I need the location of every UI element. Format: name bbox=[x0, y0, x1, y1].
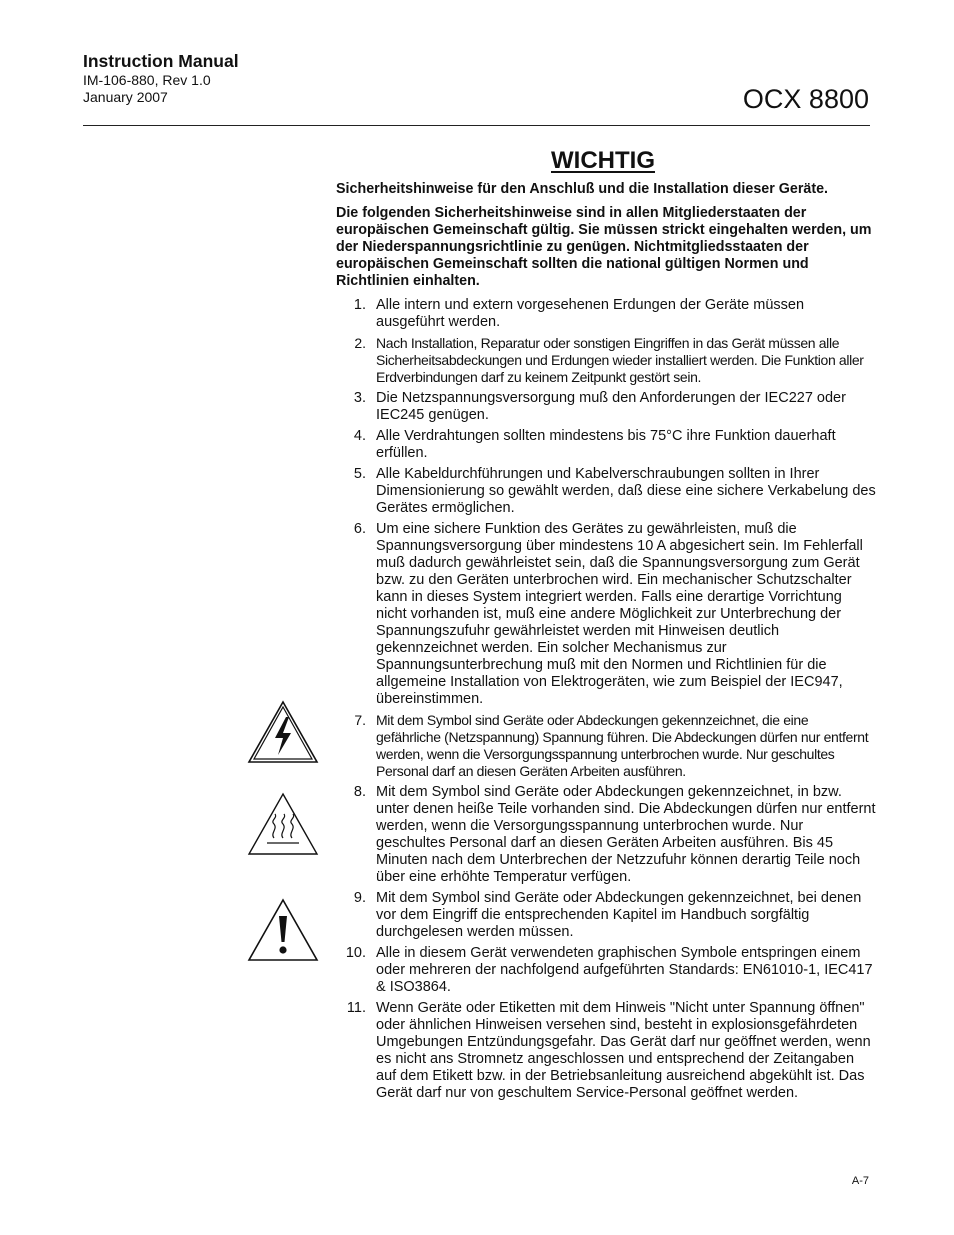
item-number: 1. bbox=[353, 297, 366, 313]
item-text: Nach Installation, Reparatur oder sonstigen Eingriffen in das Gerät müssen alle Sicherheitsabdeckungen und Erdungen wieder installiert werden. Die Funktion aller Erdverbindungen darf zu keinem Zeitpunkt gestört sein. bbox=[376, 335, 864, 385]
header-divider bbox=[83, 125, 870, 126]
item-text: Um eine sichere Funktion des Gerätes zu gewährleisten, muß die Spannungsversorgung über mindestens 10 A abgesichert sein. Im Fehlerfall muß dadurch gewährleistet sein, daß die Spannungsversorgung zum Gerät bzw. zu den Geräten unterbrochen wird. Ein mechanischer Schutzschalter kann in dieses System integriert werden. Falls eine derartige Vorrichtung nicht vorhanden ist, muß eine andere Möglichkeit zur Unterbrechung der Spannungszufuhr gewährleistet werden mit Hinweisen deutlich gekennzeichnet werden. Ein solcher Mechanismus zur Spannungsunterbrechung muß mit den Normen und Richtlinien für die allgemeine Installation von Elektrogeräten, wie zum Beispiel der IEC947, übereinstimmen. bbox=[376, 521, 863, 707]
item-text: Mit dem Symbol sind Geräte oder Abdeckungen gekennzeichnet, in bzw. unter denen heiße Teile vorhanden sind. Die Abdeckungen dürfen nur entfernt werden, wenn die Versorgungsspannung unterbrochen wurde. Nur geschultes Personal darf an diesen Geräten Arbeiten ausführen. Bis 45 Minuten nach dem Unterbrechen der Netzzufuhr können derartig Teile noch über eine erhöhte Temperatur verfügen. bbox=[376, 784, 876, 885]
manual-title: Instruction Manual bbox=[83, 51, 239, 71]
list-item bbox=[336, 466, 876, 517]
item-number: 5. bbox=[353, 466, 366, 482]
item-number: 6. bbox=[353, 521, 366, 537]
high-voltage-warning-icon bbox=[247, 700, 319, 764]
item-number: 7. bbox=[354, 712, 366, 728]
list-item bbox=[336, 390, 876, 424]
item-number: 3. bbox=[353, 390, 366, 406]
item-number: 8. bbox=[353, 784, 366, 800]
product-name: OCX 8800 bbox=[742, 84, 869, 114]
general-caution-icon bbox=[247, 898, 319, 962]
item-text: Die Netzspannungsversorgung muß den Anforderungen der IEC227 oder IEC245 genügen. bbox=[376, 390, 846, 423]
hot-surface-warning-icon bbox=[247, 792, 319, 856]
document-header bbox=[83, 51, 239, 106]
item-text: Alle Verdrahtungen sollten mindestens bis 75°C ihre Funktion dauerhaft erfüllen. bbox=[376, 428, 836, 461]
intro-paragraph-1: Sicherheitshinweise für den Anschluß und die Installation dieser Geräte. bbox=[336, 181, 829, 197]
item-text: Wenn Geräte oder Etiketten mit dem Hinweis "Nicht unter Spannung öffnen" oder ähnlichen Hinweisen versehen sind, besteht in explosionsgefährdeten Umgebungen Entzündungsgefahr. Das Gerät darf nur geöffnet werden, wenn es nicht ans Stromnetz angeschlossen und entsprechend der Zeitangaben auf dem Etikett bzw. in der Betriebsanleitung ausreichend abgekühlt ist. Das Gerät darf nur von geschultem Service-Personal geöffnet werden. bbox=[376, 1000, 871, 1101]
document-date: January 2007 bbox=[83, 89, 168, 105]
item-number: 11. bbox=[346, 1000, 366, 1016]
page-number: A-7 bbox=[851, 1175, 869, 1187]
list-item bbox=[336, 784, 876, 886]
list-item bbox=[336, 297, 876, 331]
item-text: Alle intern und extern vorgesehenen Erdungen der Geräte müssen ausgeführt werden. bbox=[376, 297, 805, 330]
item-number: 2. bbox=[354, 335, 366, 351]
intro-paragraph-2: Die folgenden Sicherheitshinweise sind in allen Mitgliederstaaten der europäischen Gemeinschaft gültig. Sie müssen strickt eingehalten werden, um der Niederspannungsrichtlinie zu genügen. Nichtmitgliedsstaaten der europäischen Gemeinschaft sollten die national gültigen Normen und Richtlinien einhalten. bbox=[336, 205, 872, 289]
item-number: 4. bbox=[353, 428, 366, 444]
item-number: 9. bbox=[353, 890, 366, 906]
list-item bbox=[336, 521, 876, 708]
item-number: 10. bbox=[345, 945, 366, 961]
item-text: Alle in diesem Gerät verwendeten graphischen Symbole entspringen einem oder mehreren der nachfolgend aufgeführten Standards: EN61010-1, IEC417 & ISO3864. bbox=[376, 945, 873, 995]
list-item bbox=[336, 890, 876, 941]
section-heading: WICHTIG bbox=[551, 147, 655, 174]
list-item bbox=[336, 712, 876, 780]
item-text: Mit dem Symbol sind Geräte oder Abdeckungen gekennzeichnet, bei denen vor dem Eingriff die entsprechenden Kapitel im Handbuch sorgfältig durchgelesen werden müssen. bbox=[376, 890, 862, 940]
list-item bbox=[336, 1000, 876, 1102]
item-text: Mit dem Symbol sind Geräte oder Abdeckungen gekennzeichnet, die eine gefährliche (Netzspannung) Spannung führen. Die Abdeckungen dürfen nur entfernt werden, wenn die Versorgungsspannung unterbrochen wurde. Nur geschultes Personal darf an diesen Geräten Arbeiten ausführen. bbox=[376, 712, 869, 779]
safety-instructions-list bbox=[336, 297, 876, 1106]
list-item bbox=[336, 945, 876, 996]
document-number: IM-106-880, Rev 1.0 bbox=[83, 72, 211, 88]
list-item bbox=[336, 335, 876, 386]
item-text: Alle Kabeldurchführungen und Kabelverschraubungen sollten in Ihrer Dimensionierung so gewählt werden, daß diese eine sichere Verkabelung des Gerätes ermöglichen. bbox=[376, 466, 876, 516]
list-item bbox=[336, 428, 876, 462]
